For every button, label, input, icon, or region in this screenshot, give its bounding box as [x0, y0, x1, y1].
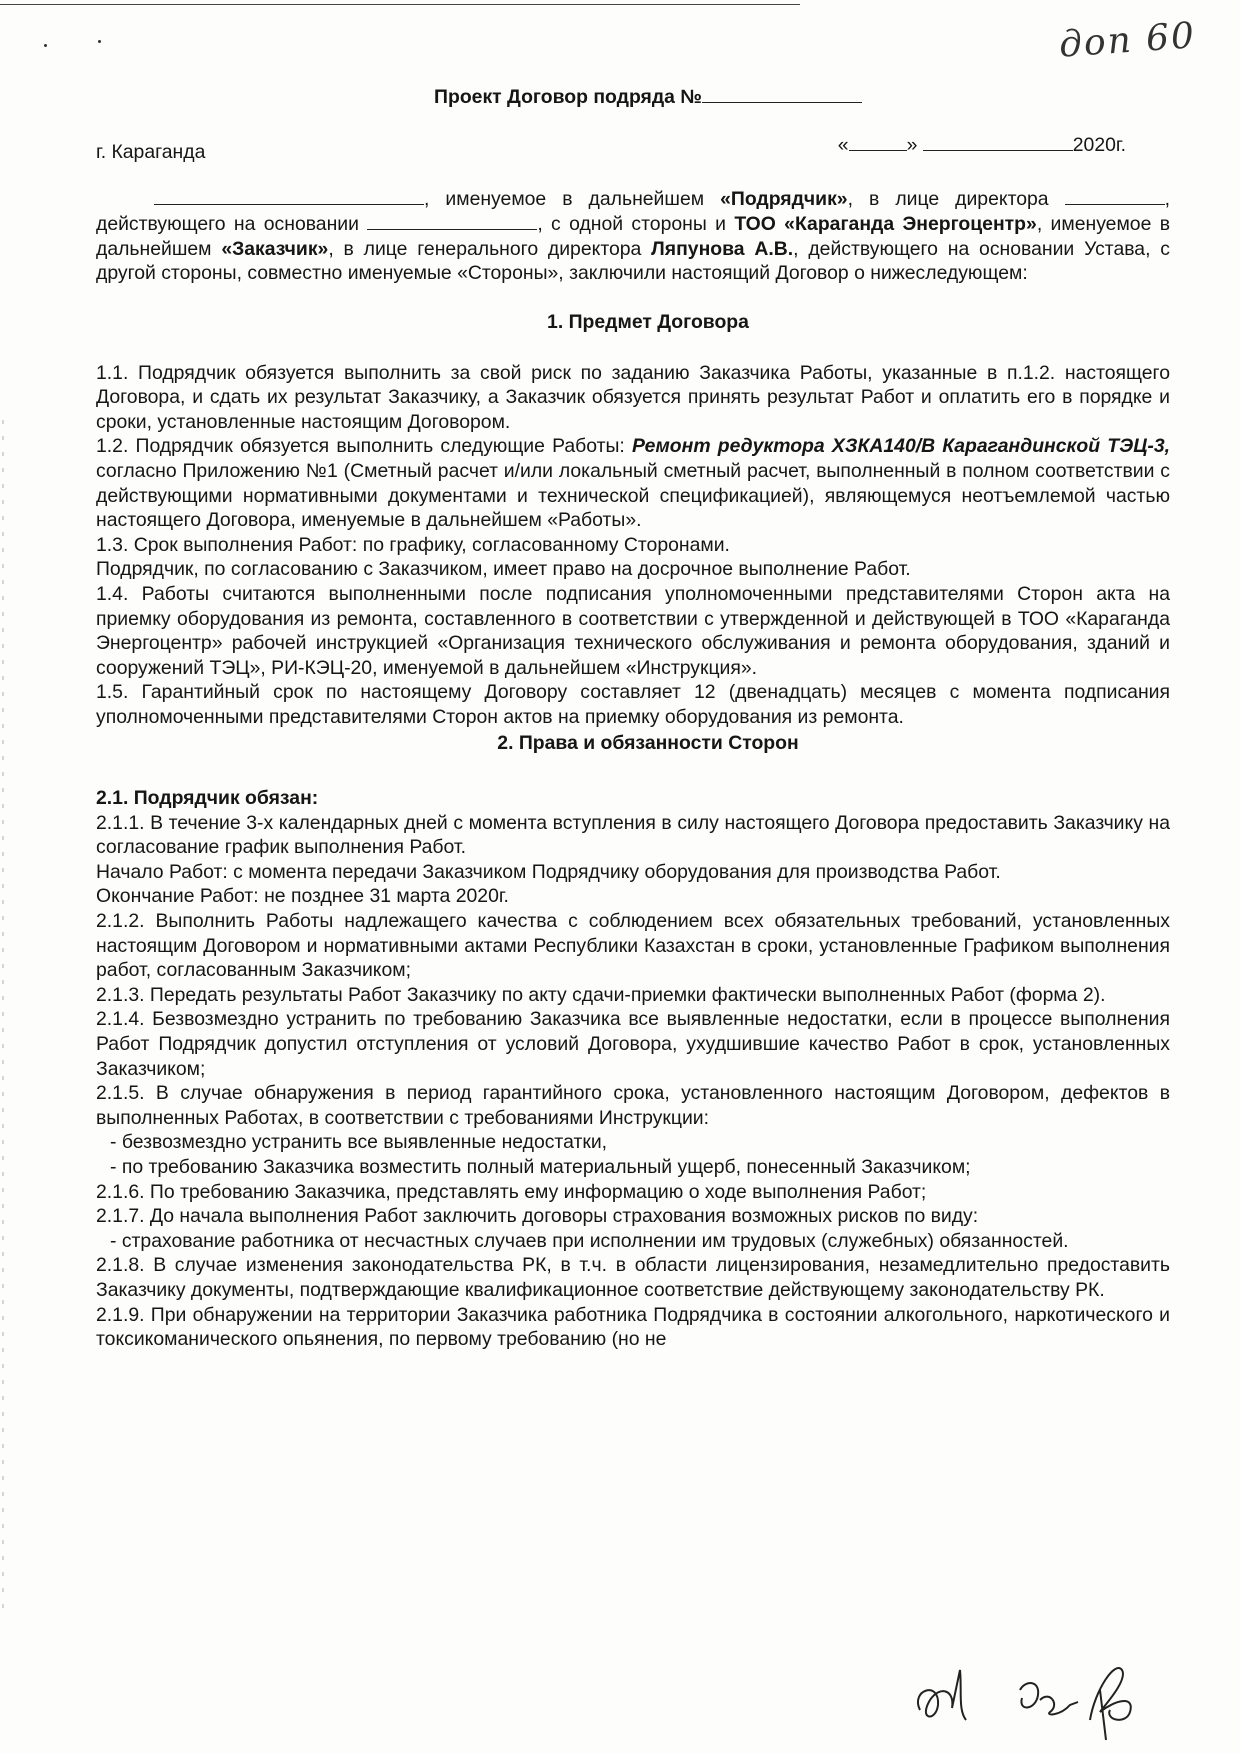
clause-2-1-4: 2.1.4. Безвозмездно устранить по требованию Заказчика все выявленные недостатки, если в процессе выполнения Работ Подрядчик допустил отступления от условий Договора, ухудшившие качество Работ в срок, установленных Заказчиком;: [96, 1008, 1170, 1080]
month-blank: [923, 132, 1073, 151]
clause-1-2: 1.2. Подрядчик обязуется выполнить следующие Работы: Ремонт редуктора ХЗКА140/В Карагандинской ТЭЦ-3, согласно Приложению №1 (Сметный расчет и/или локальный сметный расчет, выполненный в полном соответствии с действующими нормативными документами и технической спецификацией), являющемуся неотъемлемой частью настоящего Договора, именуемые в дальнейшем «Работы».: [96, 435, 1170, 532]
contract-number-blank: [702, 84, 862, 103]
handwritten-note: доп 60: [1057, 15, 1198, 66]
scan-edge-marks: [2, 420, 4, 1620]
list-item: - страхование работника от несчастных случаев при исполнении им трудовых (служебных) обязанностей.: [110, 1229, 1069, 1252]
signatures: [900, 1650, 1160, 1730]
contractor-name-blank: [154, 186, 424, 205]
preamble: , именуемое в дальнейшем «Подрядчик», в лице директора , действующего на основании , с одной стороны и ТОО «Караганда Энергоцентр», именуемое в дальнейшем «Заказчик», в лице генерального директора Ляпунова А.В., действующего на основании Устава, с другой стороны, совместно именуемые «Стороны», заключили настоящий Договор о нижеследующем:: [96, 187, 1171, 285]
section-1-heading: 1. Предмет Договора: [547, 310, 749, 333]
list-item: - безвозмездно устранить все выявленные недостатки,: [110, 1131, 608, 1154]
clause-2-1-5: 2.1.5. В случае обнаружения в период гарантийного срока, установленного настоящим Договором, дефектов в выполненных Работах, в соответствии с требованиями Инструкции:: [96, 1082, 1170, 1129]
work-start: Начало Работ: с момента передачи Заказчиком Подрядчику оборудования для производства Работ.: [96, 860, 1001, 883]
signature-marks: [900, 1650, 1160, 1740]
clause-1-3: 1.3. Срок выполнения Работ: по графику, согласованному Сторонами.: [96, 533, 730, 556]
clause-2-1-1: 2.1.1. В течение 3-х календарных дней с момента вступления в силу настоящего Договора предоставить Заказчику на согласование график выполнения Работ.: [96, 811, 1170, 859]
clause-2-1-9: 2.1.9. При обнаружении на территории Заказчика работника Подрядчика в состоянии алкогольного, наркотического и токсикоманического опьянения, по первому требованию (но не: [96, 1303, 1170, 1351]
list-item: - по требованию Заказчика возместить полный материальный ущерб, понесенный Заказчиком;: [110, 1155, 971, 1178]
city: г. Караганда: [96, 140, 206, 163]
scan-top-line: [0, 4, 800, 5]
clause-1-4: 1.4. Работы считаются выполненными после подписания уполномоченными представителями Сторон акта на приемку оборудования из ремонта, составленного в соответствии с утвержденной и действующей в ТОО «Караганда Энергоцентр» рабочей инструкцией «Организация технического обслуживания и ремонта оборудования, зданий и сооружений ТЭЦ», РИ-КЭЦ-20, именуемой в дальнейшем «Инструкция».: [96, 582, 1170, 679]
clause-2-1-8: 2.1.8. В случае изменения законодательства РК, в т.ч. в области лицензирования, незамедлительно предоставить Заказчику документы, подтверждающие квалификационное соответствие действующему законодательству РК.: [96, 1254, 1170, 1301]
basis-blank: [367, 211, 537, 230]
subsection-2-1: 2.1. Подрядчик обязан:: [96, 787, 319, 810]
clause-1-1: 1.1. Подрядчик обязуется выполнить за свой риск по заданию Заказчика Работы, указанные в п.1.2. настоящего Договора, и сдать их результат Заказчику, а Заказчик обязуется принять результат Работ и оплатить его в порядке и сроки, установленные настоящим Договором.: [96, 361, 1170, 433]
director-name-blank: [1065, 186, 1165, 205]
work-end: Окончание Работ: не позднее 31 марта 2020г.: [96, 885, 509, 908]
day-blank: [849, 132, 907, 151]
scan-speck: [98, 40, 101, 43]
document-title: Проект Договор подряда №: [96, 84, 1170, 110]
clause-1-3-note: Подрядчик, по согласованию с Заказчиком, имеет право на досрочное выполнение Работ.: [96, 558, 911, 581]
clause-2-1-6: 2.1.6. По требованию Заказчика, представлять ему информацию о ходе выполнения Работ;: [96, 1180, 927, 1203]
section-2-heading: 2. Права и обязанности Сторон: [497, 732, 799, 755]
clause-2-1-7: 2.1.7. До начала выполнения Работ заключить договоры страхования возможных рисков по виду:: [96, 1205, 979, 1228]
date-line: « » 2020г.: [837, 133, 1126, 156]
clause-2-1-3: 2.1.3. Передать результаты Работ Заказчику по акту сдачи-приемки фактически выполненных Работ (форма 2).: [96, 983, 1106, 1006]
contract-body: [96, 84, 1170, 1352]
clause-1-5: 1.5. Гарантийный срок по настоящему Договору составляет 12 (двенадцать) месяцев с момента подписания уполномоченными представителями Сторон актов на приемку оборудования из ремонта.: [96, 681, 1170, 728]
city-date-line: [96, 133, 1170, 166]
scan-speck: [44, 44, 47, 47]
clause-2-1-2: 2.1.2. Выполнить Работы надлежащего качества с соблюдением всех обязательных требований, установленных настоящим Договором и нормативными актами Республики Казахстан в сроки, установленные Графиком выполнения работ, согласованным Заказчиком;: [96, 910, 1170, 982]
